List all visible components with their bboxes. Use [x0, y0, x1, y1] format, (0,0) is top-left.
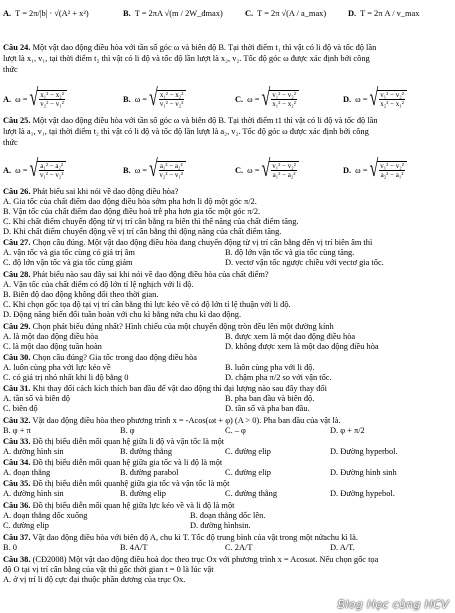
- q27-stem: Câu 27. Chọn câu đúng. Một vật dao động điều hòa đang chuyển động từ vị trí cân bằng đến vị trí biên âm thì: [3, 238, 373, 247]
- q27-option-c: C. độ lớn vận tốc và gia tốc cùng giảm: [3, 258, 133, 267]
- q28-option-b: B. Biên độ dao động không đổi theo thời gian.: [3, 290, 159, 299]
- q36-option-c: C. đường elip: [3, 521, 49, 530]
- q29-stem: Câu 29. Chọn phát biểu đúng nhất? Hình chiếu của một chuyển động tròn đều lên một đường kính: [3, 322, 334, 331]
- q33-option-a: A. đường hình sin: [3, 447, 64, 456]
- q35-option-b: B. đường elip: [120, 489, 166, 498]
- q29-option-d: D. không được xem là một dao động điều hòa: [225, 342, 379, 351]
- top-option-c: C. T = 2π √(A / a_max): [245, 8, 327, 18]
- q35-option-c: C. đường thẳng: [225, 489, 278, 498]
- q24-options: [3, 86, 452, 112]
- q33-option-b: B. đường thẳng: [120, 447, 173, 456]
- q28-stem: Câu 28. Phát biểu nào sau đây sai khi nói về dao động điều hòa của chất điểm?: [3, 270, 269, 279]
- q33-option-c: C. đường elip: [225, 447, 271, 456]
- q24-option-c: C. ω = √ $\frac{\text{v₁² − v₂²}}{\text{x₁² − x₂²}}$: [235, 86, 299, 112]
- top-formula-row: [3, 0, 452, 26]
- q36-stem: Câu 36. Đồ thị biểu diễn mối quan hệ giữa lực kéo về và li độ là một: [3, 501, 235, 510]
- q32-option-b: B. φ: [120, 426, 135, 435]
- q31-option-c: C. biên độ: [3, 404, 38, 413]
- q36-option-d: D. đường hìnhsin.: [190, 521, 251, 530]
- q30-stem: Câu 30. Chọn câu đúng? Gia tốc trong dao động điều hòa: [3, 353, 197, 362]
- q27-option-b: B. độ lớn vận tốc và gia tốc cùng tăng.: [225, 248, 355, 257]
- q37-stem: Câu 37. Vật dao động điều hòa với biên độ A, chu kì T. Tốc độ trung bình của vật trong một nửachu kì là.: [3, 533, 358, 542]
- q25-stem-line-1: Câu 25. Một vật dao động điều hòa với tần số góc ω và biên độ B. Tại thời điểm t1 thì vật có li độ và tốc độ lần: [3, 116, 378, 125]
- q26-option-d: D. Khi chất điểm chuyển động về vị trí cân bằng thì động năng của chất điểm tăng.: [3, 227, 282, 236]
- q37-option-d: D. A/T.: [330, 543, 355, 552]
- q25-stem-line-2: lượt là a₁, v₁, tại thời điểm t₂ thì vật có li độ và tốc độ lần lượt là a₂, v₂. Tốc độ góc ω được xác định bởi công: [3, 127, 369, 136]
- q34-option-b: B. đường parabol: [120, 468, 179, 477]
- q27-option-a: A. vận tốc và gia tốc cùng có giá trị âm: [3, 248, 135, 257]
- q25-option-d: D. ω = √ $\frac{\text{v₁² − v₂²}}{\text{a₂² − a₁²}}$: [343, 157, 407, 183]
- q25-option-b: B. ω = √ $\frac{\text{a₁² − a₂²}}{\text{v₂² − v₁²}}$: [123, 157, 186, 183]
- q30-option-b: B. luôn cùng pha với li độ.: [225, 363, 315, 372]
- q35-option-d: D. Đường hypebol.: [330, 489, 395, 498]
- q35-stem: Câu 35. Đồ thị biểu diễn mối quanhệ giữa gia tốc và vận tốc là một: [3, 479, 230, 488]
- watermark: Blog Học cùng HCV: [337, 598, 449, 611]
- q25-option-c: C. ω = √ $\frac{\text{v₁² − v₂²}}{\text{a₁² − a₂²}}$: [235, 157, 299, 183]
- q26-stem: Câu 26. Phát biểu sai khi nói về dao động điều hòa?: [3, 187, 179, 196]
- q25-options: [3, 157, 452, 183]
- q38-stem-line-2: độ O tại vị trí cân bằng của vật thì gốc thời gian t = 0 là lúc vật: [3, 565, 214, 574]
- q38-stem-line-1: Câu 38. (CĐ2008) Một vật dao động điều hoà dọc theo trục Ox với phương trình x = Acosωt. Nếu chọn gốc tọa: [3, 555, 379, 564]
- q25-stem-line-3: thức: [3, 138, 18, 147]
- q37-option-a: B. 0: [3, 543, 17, 552]
- q24-option-b: B. ω = √ $\frac{\text{x₁² − x₂²}}{\text{v₁² − v₂²}}$: [123, 86, 186, 112]
- q29-option-b: B. được xem là một dao động điều hòa: [225, 332, 356, 341]
- q34-option-d: D. Đường hình sinh: [330, 468, 397, 477]
- q26-option-b: B. Vận tốc của chất điểm dao động điều hoà trễ pha hơn gia tốc một góc π/2.: [3, 207, 261, 216]
- q24-option-d: D. ω = √ $\frac{\text{v₁² − v₂²}}{\text{x₂² − x₁²}}$: [343, 86, 407, 112]
- q36-option-b: B. đoạn thẳng dốc lên.: [190, 511, 266, 520]
- q26-option-c: C. Khi chất điểm chuyển động từ vị trí cân bằng ra biên thì thế năng của chất điểm tăng.: [3, 217, 299, 226]
- q28-option-d: D. Động năng biến đổi tuần hoàn với chu kì bằng nửa chu kì dao động.: [3, 310, 242, 319]
- q24-stem-line-2: lượt là x₁, v₁, tại thời điểm t₂ thì vật có li độ và tốc độ lần lượt là x₂, v₂. Tốc độ góc ω được xác định bởi công: [3, 54, 370, 63]
- q32-option-d: D. φ + π/2: [330, 426, 365, 435]
- q24-stem-line-3: thức: [3, 65, 18, 74]
- q30-option-a: A. luôn cùng pha với lực kéo về: [3, 363, 111, 372]
- q37-option-c: C. 2A/T: [225, 543, 253, 552]
- q26-option-a: A. Gia tốc của chất điểm dao động điều hòa sớm pha hơn li độ một góc π/2.: [3, 197, 257, 206]
- q38-option-a: A. ở vị trí li độ cực đại thuộc phần dương của trục Ox.: [3, 575, 186, 584]
- q34-stem: Câu 34. Đồ thị biểu diễn mối quan hệ giữa gia tốc và li độ là một: [3, 458, 223, 467]
- q27-option-d: D. vectơ vận tốc ngược chiều với vectơ gia tốc.: [225, 258, 384, 267]
- q33-option-d: D. Đường hyperbol.: [330, 447, 398, 456]
- q29-option-c: C. là một dao động tuần hoàn: [3, 342, 102, 351]
- q31-stem: Câu 31. Khi thay đổi cách kích thích ban đầu để vật dao động thì đại lượng nào sau đây thay đổi: [3, 384, 327, 393]
- q34-option-c: C. đường elip: [225, 468, 271, 477]
- q37-option-b: B. 4A/T: [120, 543, 148, 552]
- top-option-a: A. T = 2π/|b| · √(A² + x²): [3, 8, 89, 18]
- q28-option-a: A. Vận tốc của chất điểm có độ lớn tỉ lệ nghịch với li độ.: [3, 280, 194, 289]
- q31-option-d: D. tần số và pha ban đầu.: [225, 404, 310, 413]
- q32-option-c: C. – φ: [225, 426, 246, 435]
- q24-option-a: A. ω = √ $\frac{\text{x₁² − x₂²}}{\text{v₂² − v₁²}}$: [3, 86, 67, 112]
- q35-option-a: A. đường hình sin: [3, 489, 64, 498]
- top-option-d: D. T = 2π A / v_max: [348, 8, 420, 18]
- q32-stem: Câu 32. Vật dao động điều hòa theo phương trình x = -Acos(ωt + φ) (A > 0). Pha ban đầu của vật là.: [3, 416, 341, 425]
- q30-option-d: D. chậm pha π/2 so với vận tốc.: [225, 373, 332, 382]
- q31-option-a: A. tần số và biên độ: [3, 394, 70, 403]
- q33-stem: Câu 33. Đồ thị biểu diễn mối quan hệ giữa li độ và vận tốc là một: [3, 437, 225, 446]
- top-option-b: B. T = 2πA √(m / 2W_đmax): [123, 8, 223, 18]
- q34-option-a: A. đoạn thẳng: [3, 468, 51, 477]
- q36-option-a: A. đoạn thẳng dốc xuống: [3, 511, 88, 520]
- q24-stem-line-1: Câu 24. Một vật dao động điều hòa với tần số góc ω và biên độ B. Tại thời điểm t₁ thì vật có li độ và tốc độ lần: [3, 43, 377, 52]
- q25-option-a: A. ω = √ $\frac{\text{a₁² − a₂²}}{\text{v₁² − v₂²}}$: [3, 157, 66, 183]
- q30-option-c: C. có giá trị nhỏ nhất khi li độ bằng 0: [3, 373, 129, 382]
- q29-option-a: A. là một dao động điều hòa: [3, 332, 99, 341]
- q31-option-b: B. pha ban đầu và biên độ.: [225, 394, 315, 403]
- q28-option-c: C. Khi chọn gốc tọa độ tại vị trí cân bằng thì lực kéo về có độ lớn tỉ lệ thuận với li độ.: [3, 300, 291, 309]
- q32-option-a: B. φ + π: [3, 426, 31, 435]
